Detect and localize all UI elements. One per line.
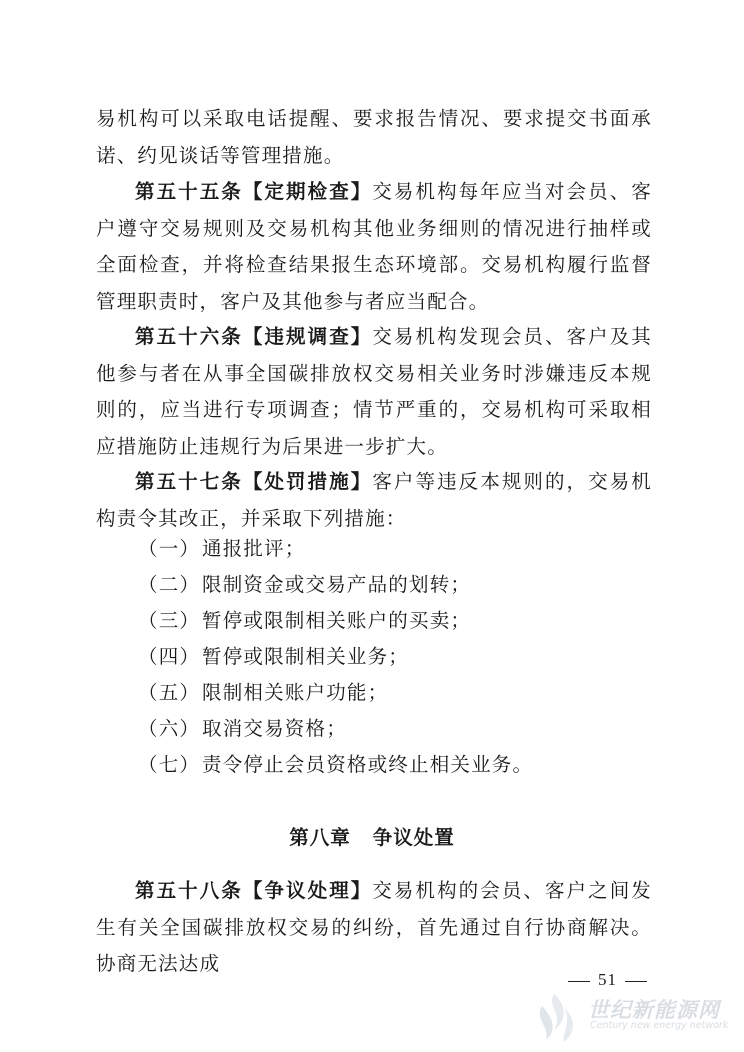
article-text: 交易机构发现会员、客户及其他参与者在从事全国碳排放权交易相关业务时涉嫌违反本规则的，应当进行专项调查；情节严重的，交易机构可采取相应措施防止违规行为后果进一步扩大。 <box>96 325 652 458</box>
list-item-number: （三） <box>138 609 201 632</box>
list-item-number: （六） <box>138 717 201 740</box>
list-item-number: （五） <box>138 681 201 704</box>
article-56 <box>96 319 652 465</box>
article-55 <box>96 174 652 320</box>
article-58 <box>96 873 652 983</box>
list-item <box>138 717 347 741</box>
list-item-text: 通报批评； <box>202 537 306 560</box>
article-heading: 第五十七条【处罚措施】 <box>135 470 373 493</box>
page-number-value: 51 <box>598 970 617 989</box>
list-item-text: 暂停或限制相关账户的买卖； <box>202 609 472 632</box>
list-item-text: 责令停止会员资格或终止相关业务。 <box>202 753 534 776</box>
article-heading: 第五十六条【违规调查】 <box>135 325 373 348</box>
list-item-text: 限制相关账户功能； <box>202 681 389 704</box>
watermark <box>520 990 740 1050</box>
chapter-number: 第八章 <box>289 826 351 849</box>
list-item-number: （四） <box>138 645 201 668</box>
list-item <box>138 537 306 561</box>
article-text: 交易机构的会员、客户之间发生有关全国碳排放权交易的纠纷，首先通过自行协商解决。协商无法达成 <box>96 879 652 975</box>
list-item <box>138 573 471 597</box>
watermark-text: 世纪新能源网 <box>588 998 720 1022</box>
list-item-number: （七） <box>138 753 201 776</box>
list-item <box>138 753 533 777</box>
list-item-number: （二） <box>138 573 201 596</box>
list-item <box>138 681 388 705</box>
article-heading: 第五十八条【争议处理】 <box>135 879 373 902</box>
paragraph-continued: 易机构可以采取电话提醒、要求报告情况、要求提交书面承诺、约见谈话等管理措施。 <box>96 107 652 167</box>
chapter-title: 争议处置 <box>372 826 455 849</box>
list-item-text: 取消交易资格； <box>202 717 347 740</box>
chapter-heading <box>0 822 744 850</box>
list-item <box>138 609 471 633</box>
article-text: 客户等违反本规则的，交易机构责令其改正，并采取下列措施： <box>96 470 652 530</box>
article-heading: 第五十五条【定期检查】 <box>135 180 373 203</box>
watermark-subtext: Century new energy network <box>590 1020 729 1031</box>
list-item-text: 暂停或限制相关业务； <box>202 645 410 668</box>
article-text: 交易机构每年应当对会员、客户遵守交易规则及交易机构其他业务细则的情况进行抽样或全面检查，并将检查结果报生态环境部。交易机构履行监督管理职责时，客户及其他参与者应当配合。 <box>96 180 652 313</box>
page-number <box>560 970 655 990</box>
list-item-number: （一） <box>138 537 201 560</box>
flame-logo-icon <box>524 990 584 1048</box>
list-item <box>138 645 409 669</box>
article-57 <box>96 464 652 537</box>
list-item-text: 限制资金或交易产品的划转； <box>202 573 472 596</box>
